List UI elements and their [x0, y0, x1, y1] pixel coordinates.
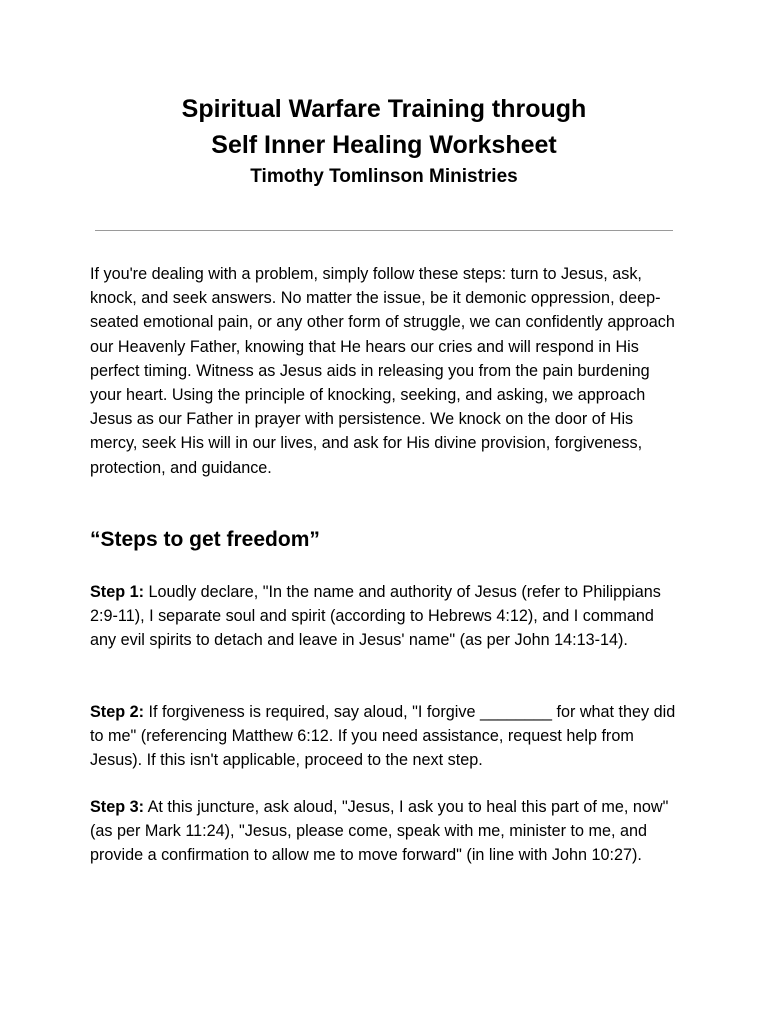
step-1-paragraph — [90, 580, 680, 653]
horizontal-divider — [95, 230, 673, 231]
step-3-label: Step 3: — [90, 798, 144, 816]
step-2-label: Step 2: — [90, 703, 144, 721]
step-3-text: At this juncture, ask aloud, "Jesus, I ask you to heal this part of me, now" (as per Mark 11:24), "Jesus, please come, speak with me, minister to me, and provide a confirmation to allow me to move forward" (in line with John 10:27). — [90, 798, 669, 865]
step-1-label: Step 1: — [90, 583, 144, 601]
step-2-text: If forgiveness is required, say aloud, "I forgive ________ for what they did to me" (referencing Matthew 6:12. If you need assistance, request help from Jesus). If this isn't applicable, proceed to the next step. — [90, 703, 676, 770]
document-title-line-1: Spiritual Warfare Training through — [181, 95, 587, 123]
document-subtitle: Timothy Tomlinson Ministries — [250, 166, 518, 187]
step-2-paragraph — [90, 700, 680, 773]
section-heading: “Steps to get freedom” — [90, 528, 320, 551]
step-3-paragraph — [90, 795, 680, 868]
intro-paragraph: If you're dealing with a problem, simply follow these steps: turn to Jesus, ask, knock, and seek answers. No matter the issue, be it demonic oppression, deep-seated emotional pain, or any other form of struggle, we can confidently approach our Heavenly Father, knowing that He hears our cries and will respond in His perfect timing. Witness as Jesus aids in releasing you from the pain burdening your heart. Using the principle of knocking, seeking, and asking, we approach Jesus as our Father in prayer with persistence. We knock on the door of His mercy, seek His will in our lives, and ask for His divine provision, forgiveness, protection, and guidance. — [90, 265, 675, 477]
step-1-text: Loudly declare, "In the name and authority of Jesus (refer to Philippians 2:9-11), I separate soul and spirit (according to Hebrews 4:12), and I command any evil spirits to detach and leave in Jesus' name" (as per John 14:13-14). — [90, 583, 661, 650]
document-title-line-2: Self Inner Healing Worksheet — [211, 131, 557, 159]
